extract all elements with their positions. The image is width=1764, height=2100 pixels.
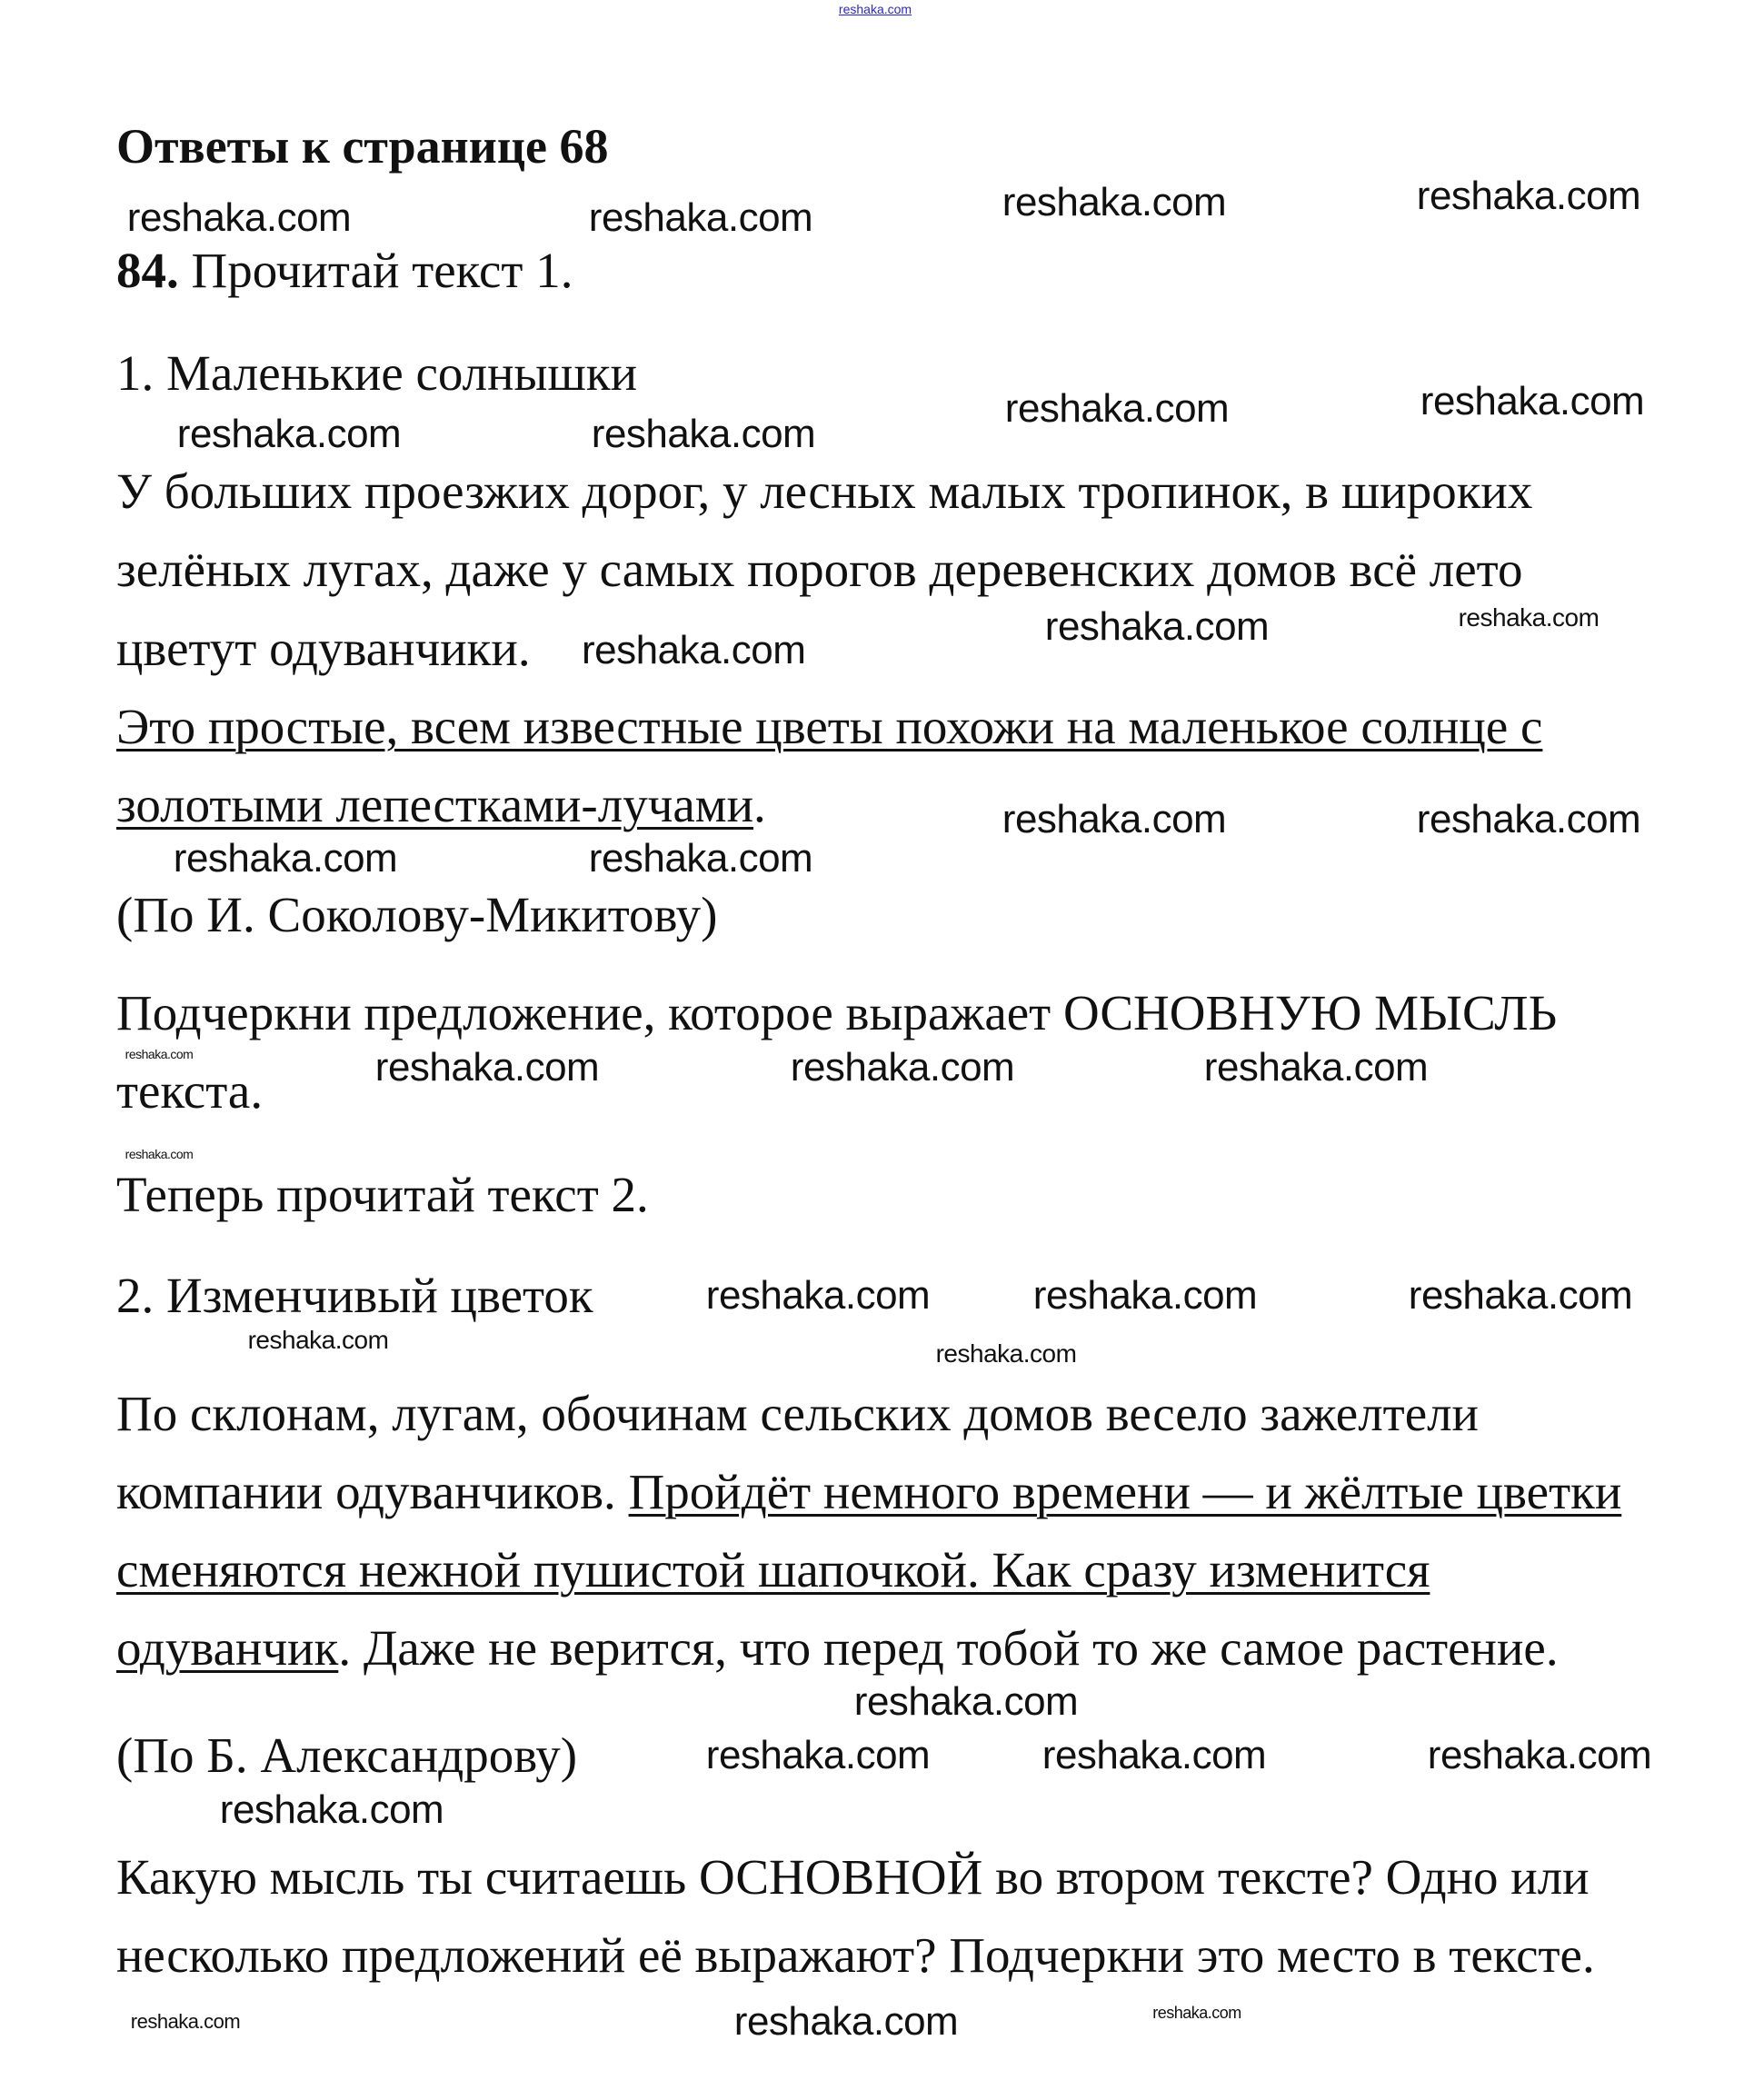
text2-author: (По Б. Александрову) [116,1727,578,1783]
text2-line [116,1621,1559,1676]
text1-author: (По И. Соколову-Микитову) [116,887,718,942]
watermark: reshaka.com [591,412,816,456]
watermark: reshaka.com [1203,1045,1429,1090]
watermark: reshaka.com [176,412,402,456]
instruction2: Теперь прочитай текст 2. [116,1167,649,1222]
watermark: reshaka.com [1032,1273,1258,1318]
task-text: Прочитай текст 1. [178,243,573,298]
text1-line: У больших проезжих дорог, у лесных малых тропинок, в широких [116,463,1533,519]
page-heading: Ответы к странице 68 [116,119,609,174]
text1-line: зелёных лугах, даже у самых порогов деревенских домов всё лето [116,542,1523,597]
text1-line [116,700,1542,754]
watermark: reshaka.com [935,1339,1077,1368]
watermark: reshaka.com [126,195,352,240]
watermark: reshaka.com [733,1999,959,2044]
underlined-sentence: Пройдёт немного времени — и жёлтые цветки [628,1464,1622,1519]
plain-text: . Даже не верится, что перед тобой то же самое растение. [338,1620,1559,1676]
watermark: reshaka.com [1044,604,1270,649]
watermark: reshaka.com [1041,1733,1267,1777]
question1-line: Подчеркни предложение, которое выражает ОСНОВНУЮ МЫСЛЬ [116,985,1558,1040]
question2-line: Какую мысль ты считаешь ОСНОВНОЙ во втором тексте? Одно или [116,1849,1590,1905]
watermark: reshaka.com [705,1733,931,1777]
watermark: reshaka.com [588,836,813,881]
underlined-sentence: сменяются нежной пушистой шапочкой. Как сразу изменится [116,1542,1430,1597]
question2-line: несколько предложений её выражают? Подчеркни это место в тексте. [116,1927,1595,1983]
text2-title: 2. Изменчивый цветок [116,1268,593,1323]
watermark: reshaka.com [1408,1273,1633,1318]
watermark: reshaka.com [1458,603,1600,632]
watermark: reshaka.com [1416,797,1641,841]
watermark: reshaka.com [1002,797,1227,841]
watermark: reshaka.com [705,1273,931,1318]
question1-line: текста. [116,1063,264,1119]
watermark: reshaka.com [374,1045,600,1090]
watermark: reshaka.com [219,1787,444,1832]
watermark: reshaka.com [588,195,813,240]
watermark: reshaka.com [125,1047,194,1061]
watermark: reshaka.com [173,836,398,881]
text1-line: цветут одуванчики. [116,621,531,676]
watermark: reshaka.com [1427,1733,1652,1777]
text1-line [116,778,766,832]
watermark: reshaka.com [1420,379,1645,423]
watermark: reshaka.com [125,1147,194,1161]
text2-line [116,1465,1621,1519]
plain-text: компании одуванчиков. [116,1464,629,1519]
text2-line [116,1543,1430,1597]
underlined-sentence: одуванчик [116,1620,339,1676]
text1-title: 1. Маленькие солнышки [116,345,638,401]
text2-line: По склонам, лугам, обочинам сельских домов весело зажелтели [116,1386,1479,1441]
task-number: 84. [116,243,179,298]
watermark: reshaka.com [130,2010,241,2033]
watermark: reshaka.com [1004,386,1230,431]
top-link[interactable]: reshaka.com [838,2,912,16]
period: . [753,777,766,832]
watermark: reshaka.com [582,628,806,672]
task-line [116,244,573,298]
watermark: reshaka.com [1416,174,1641,218]
underlined-sentence: Это простые, всем известные цветы похожи на маленькое солнце с [116,699,1543,754]
watermark: reshaka.com [853,1679,1079,1724]
watermark: reshaka.com [1152,2004,1241,2022]
watermark: reshaka.com [790,1045,1015,1090]
watermark: reshaka.com [247,1326,389,1354]
underlined-sentence: золотыми лепестками-лучами [116,777,754,832]
watermark: reshaka.com [1002,180,1227,224]
